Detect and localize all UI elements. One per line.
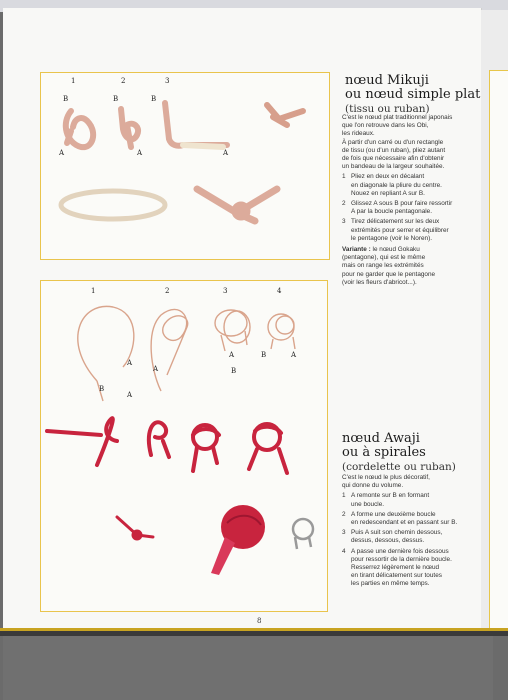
step-number: 3 (342, 218, 346, 226)
awaji-step-4 (342, 548, 480, 589)
step-line: une boucle. (351, 500, 385, 508)
step-line: Glissez A sous B pour faire ressortir (351, 200, 453, 208)
step-number: 2 (342, 200, 346, 208)
awaji-cord-step-4 (268, 314, 295, 349)
variant-line: (pentagone), qui est le même (342, 254, 426, 262)
next-page-shadow (3, 636, 493, 700)
mikuji-fig-number-1: 1 (71, 77, 76, 85)
awaji-cord-step-1 (78, 306, 134, 401)
mikuji-intro-line: À partir d'un carré ou d'un rectangle (342, 138, 444, 146)
awaji-label-a2b: A (127, 391, 133, 399)
step-line: le pentagone (voir le Noren). (351, 234, 432, 242)
awaji-ribbon-step-2 (149, 422, 169, 457)
mikuji-body (342, 114, 480, 287)
awaji-label-a1: A (127, 359, 133, 367)
awaji-step-2 (342, 511, 480, 527)
variant-label: Variante : (342, 246, 371, 254)
awaji-step-1 (342, 492, 480, 508)
step-line: A forme une deuxième boucle (351, 510, 436, 518)
mikuji-intro-line: de tissu (ou d'un ruban), pliez autant (342, 146, 446, 154)
step-line: A passe une dernière fois dessous (351, 547, 449, 555)
awaji-fig-number-3: 3 (223, 287, 228, 295)
mikuji-subtitle: (tissu ou ruban) (345, 103, 430, 115)
step-line: dessus, dessous, dessus. (351, 537, 425, 545)
mikuji-intro (342, 114, 480, 171)
awaji-fig-number-1: 1 (91, 287, 96, 295)
mikuji-step-1-ribbon (66, 111, 93, 147)
awaji-cord-step-3 (215, 310, 250, 351)
mikuji-step-1 (342, 173, 480, 198)
step-number: 3 (342, 529, 346, 537)
awaji-illustrations (41, 281, 327, 611)
mikuji-label-a2: A (137, 149, 143, 157)
mikuji-intro-line: C'est le nœud plat traditionnel japonais (342, 114, 453, 121)
mikuji-finished-knot (267, 105, 303, 125)
step-number: 1 (342, 492, 346, 500)
awaji-ribbon-step-3 (193, 425, 219, 471)
awaji-step-3 (342, 529, 480, 545)
awaji-title-line1: nœud Awaji (342, 431, 420, 446)
awaji-ribbon-step-1 (47, 418, 117, 465)
awaji-label-a2: A (153, 365, 159, 373)
mikuji-intro-line: que l'on retrouve dans les Obi, (342, 122, 429, 130)
mikuji-intro-line: un bandeau de la largeur souhaitée. (342, 163, 445, 171)
facing-page-column (489, 70, 508, 630)
awaji-label-a4: A (291, 351, 297, 359)
step-number: 4 (342, 547, 346, 555)
awaji-ribbon-step-4 (249, 424, 287, 473)
mikuji-fig-number-3: 3 (165, 77, 170, 85)
step-line: Nouez en repliant A sur B. (351, 189, 425, 197)
step-line: A par la boucle pentagonale. (351, 208, 433, 216)
mikuji-fig-number-2: 2 (121, 77, 126, 85)
awaji-label-b3: B (231, 367, 237, 375)
awaji-body (342, 474, 480, 589)
page-number: 8 (257, 617, 262, 625)
awaji-intro-line: C'est le nœud le plus décoratif, (342, 474, 430, 481)
step-line: en diagonale la pliure du centre. (351, 181, 442, 189)
step-line: pour ressortir de la dernière boucle. (351, 555, 452, 563)
mikuji-variant (342, 246, 480, 287)
step-line: Resserrez légèrement le nœud (351, 564, 440, 572)
mikuji-final-ribbon (197, 189, 277, 221)
variant-line: le nœud Gokaku (370, 246, 420, 254)
step-number: 1 (342, 173, 346, 181)
step-line: les parties en même temps. (351, 580, 430, 588)
step-line: extrémités pour serrer et équilibrer (351, 226, 449, 234)
step-line: en tirant délicatement sur toutes (351, 572, 442, 580)
awaji-cord-step-2 (151, 309, 188, 391)
mikuji-step-2 (342, 200, 480, 216)
mikuji-label-b2: B (113, 95, 119, 103)
mikuji-label-b3: B (151, 95, 157, 103)
awaji-photo-frame (40, 280, 328, 612)
mikuji-band-loop (61, 191, 165, 219)
awaji-label-a3: A (229, 351, 235, 359)
awaji-title (342, 432, 456, 474)
step-line: Pliez en deux en décalant (351, 173, 425, 181)
book-edge-gold (0, 628, 508, 631)
awaji-label-b4: B (261, 351, 267, 359)
awaji-fig-number-4: 4 (277, 287, 282, 295)
step-line: en redescendant et en passant sur B. (351, 519, 458, 527)
mikuji-step-3 (342, 218, 480, 243)
step-line: A remonte sur B en formant (351, 492, 430, 500)
awaji-large-bow (211, 505, 265, 575)
mikuji-label-b1: B (63, 95, 69, 103)
awaji-subtitle: (cordelette ou ruban) (342, 461, 456, 473)
mikuji-intro-line: les rideaux. (342, 130, 375, 138)
mikuji-label-a1: A (59, 149, 65, 157)
facing-page-rule (489, 70, 508, 71)
variant-line: pour ne garder que le pentagone (342, 270, 436, 278)
variant-line: (voir les fleurs d'abricot...). (342, 278, 417, 286)
step-number: 2 (342, 510, 346, 518)
mikuji-title-line2: ou nœud simple plat (345, 87, 481, 102)
mikuji-label-a3: A (223, 149, 229, 157)
variant-line: mais on range les extrémités (342, 262, 424, 270)
mikuji-title-line1: nœud Mikuji (345, 73, 429, 88)
awaji-label-b1: B (99, 385, 105, 393)
mikuji-photo-frame (40, 72, 330, 260)
awaji-fig-number-2: 2 (165, 287, 170, 295)
mikuji-illustrations (41, 73, 329, 259)
awaji-silver-knot (293, 519, 313, 549)
awaji-title-line2: ou à spirales (342, 445, 426, 460)
step-line: Puis A suit son chemin dessous, (351, 529, 443, 537)
mikuji-step-3-ribbon (165, 103, 227, 147)
mikuji-title (345, 74, 480, 116)
awaji-small-knot (117, 517, 153, 539)
mikuji-step-2-ribbon (121, 109, 138, 147)
awaji-intro-line: qui donne du volume. (342, 482, 404, 490)
mikuji-intro-line: de fois que nécessaire afin d'obtenir (342, 155, 445, 163)
step-line: Tirez délicatement sur les deux (351, 218, 440, 226)
